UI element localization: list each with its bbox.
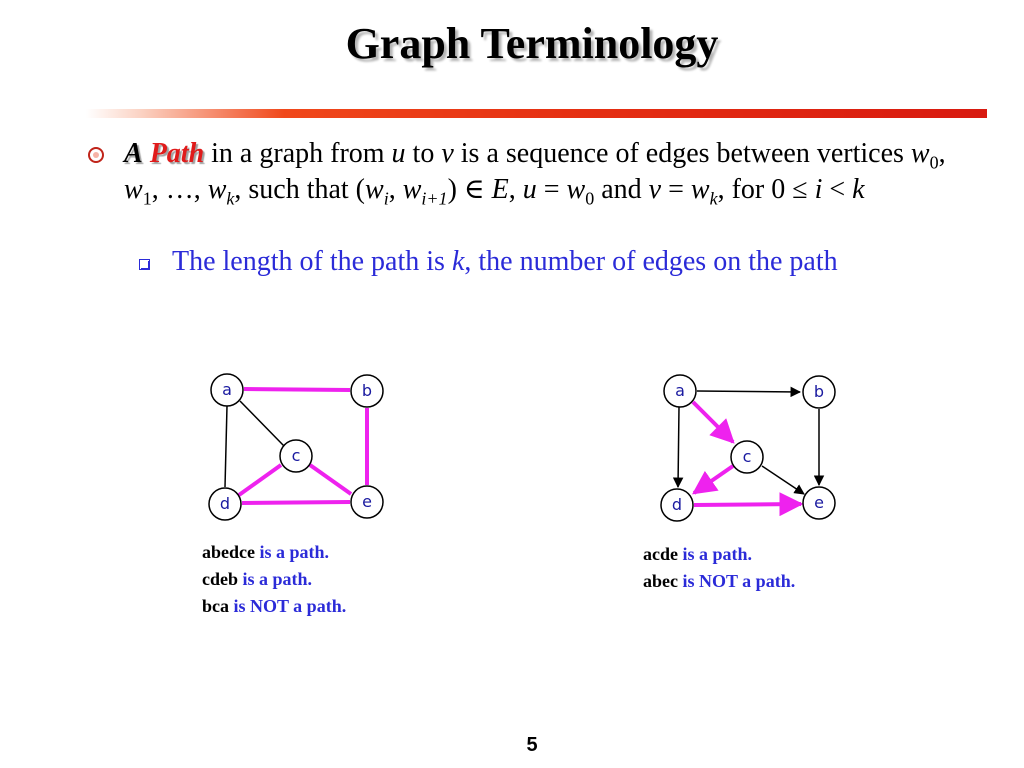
text-span: and [594,174,649,205]
edge-a-b [697,391,800,392]
subscript: k [226,188,235,209]
caption-line [202,593,346,620]
text-span: ) ∈ [447,174,492,205]
var-u: u [522,174,537,205]
var-i: i [814,174,823,205]
edge-c-e [762,466,804,494]
caption-verdict: is a path. [238,569,313,589]
caption-path: bca [202,596,229,616]
slide-title: Graph Terminology [345,19,719,68]
node-label-a: a [675,381,685,400]
text-span: , [938,138,946,169]
text-span: , [388,174,403,205]
text-span: , …, [151,174,208,205]
var-v: v [441,138,454,169]
node-label-d: d [219,494,231,513]
edge-d-e [242,502,350,503]
caption-path: cdeb [202,569,238,589]
text-span: < [822,174,853,205]
text-span: , the number of edges on the path [464,246,838,277]
page-number: 5 [526,734,538,756]
caption-path: abedce [202,542,255,562]
subscript: 0 [929,152,939,173]
edge-a-d [678,407,679,487]
text-span: to [405,138,442,169]
edge-d-e [694,504,801,505]
text-span: = [661,174,691,205]
node-label-c: c [742,447,752,466]
var-w: w [690,174,710,205]
text-span: in a graph from [204,138,392,169]
text-span: is a sequence of edges between vertices [453,138,911,169]
var-w: w [402,174,422,205]
edge-c-d [694,466,733,493]
text-span: , for 0 ≤ [717,174,815,205]
node-label-e: e [814,493,824,512]
caption-verdict: is a path. [255,542,330,562]
edge-c-d [239,465,281,495]
subscript: k [709,188,718,209]
var-k: k [451,246,465,277]
edge-c-e [310,465,351,494]
edge-a-d [225,406,227,487]
var-u: u [391,138,406,169]
caption-line [643,568,795,595]
var-k: k [852,174,865,205]
node-label-c: c [291,446,301,465]
lead-a: A [124,138,143,169]
caption-verdict: is NOT a path. [229,596,347,616]
edge-a-c [240,401,284,446]
text-span: , [508,174,523,205]
text-span: = [536,174,567,205]
subscript: 1 [142,188,152,209]
node-label-b: b [813,382,825,401]
text-span: The length of the path is [172,246,452,277]
edge-a-c [693,402,733,442]
caption-path: acde [643,544,678,564]
caption-verdict: is NOT a path. [678,571,796,591]
var-E: E [491,174,509,205]
var-w: w [910,138,930,169]
caption-line [643,541,795,568]
var-w: w [566,174,586,205]
subscript: i [383,188,389,209]
var-v: v [648,174,662,205]
undirected-graph [209,374,383,520]
node-label-a: a [222,380,232,399]
var-w: w [365,174,384,205]
right-captions [643,541,795,595]
caption-verdict: is a path. [678,544,753,564]
subscript: i+1 [421,188,448,209]
caption-path: abec [643,571,678,591]
caption-line [202,566,346,593]
subscript: 0 [585,188,595,209]
directed-graph [661,375,835,521]
node-label-d: d [671,495,683,514]
node-label-e: e [362,492,372,511]
edge-a-b [244,389,350,390]
var-w: w [124,174,143,205]
var-w: w [207,174,227,205]
caption-line [202,539,346,566]
text-span: , such that ( [234,174,366,205]
term-path: Path [149,138,205,169]
left-captions [202,539,346,620]
node-label-b: b [361,381,373,400]
